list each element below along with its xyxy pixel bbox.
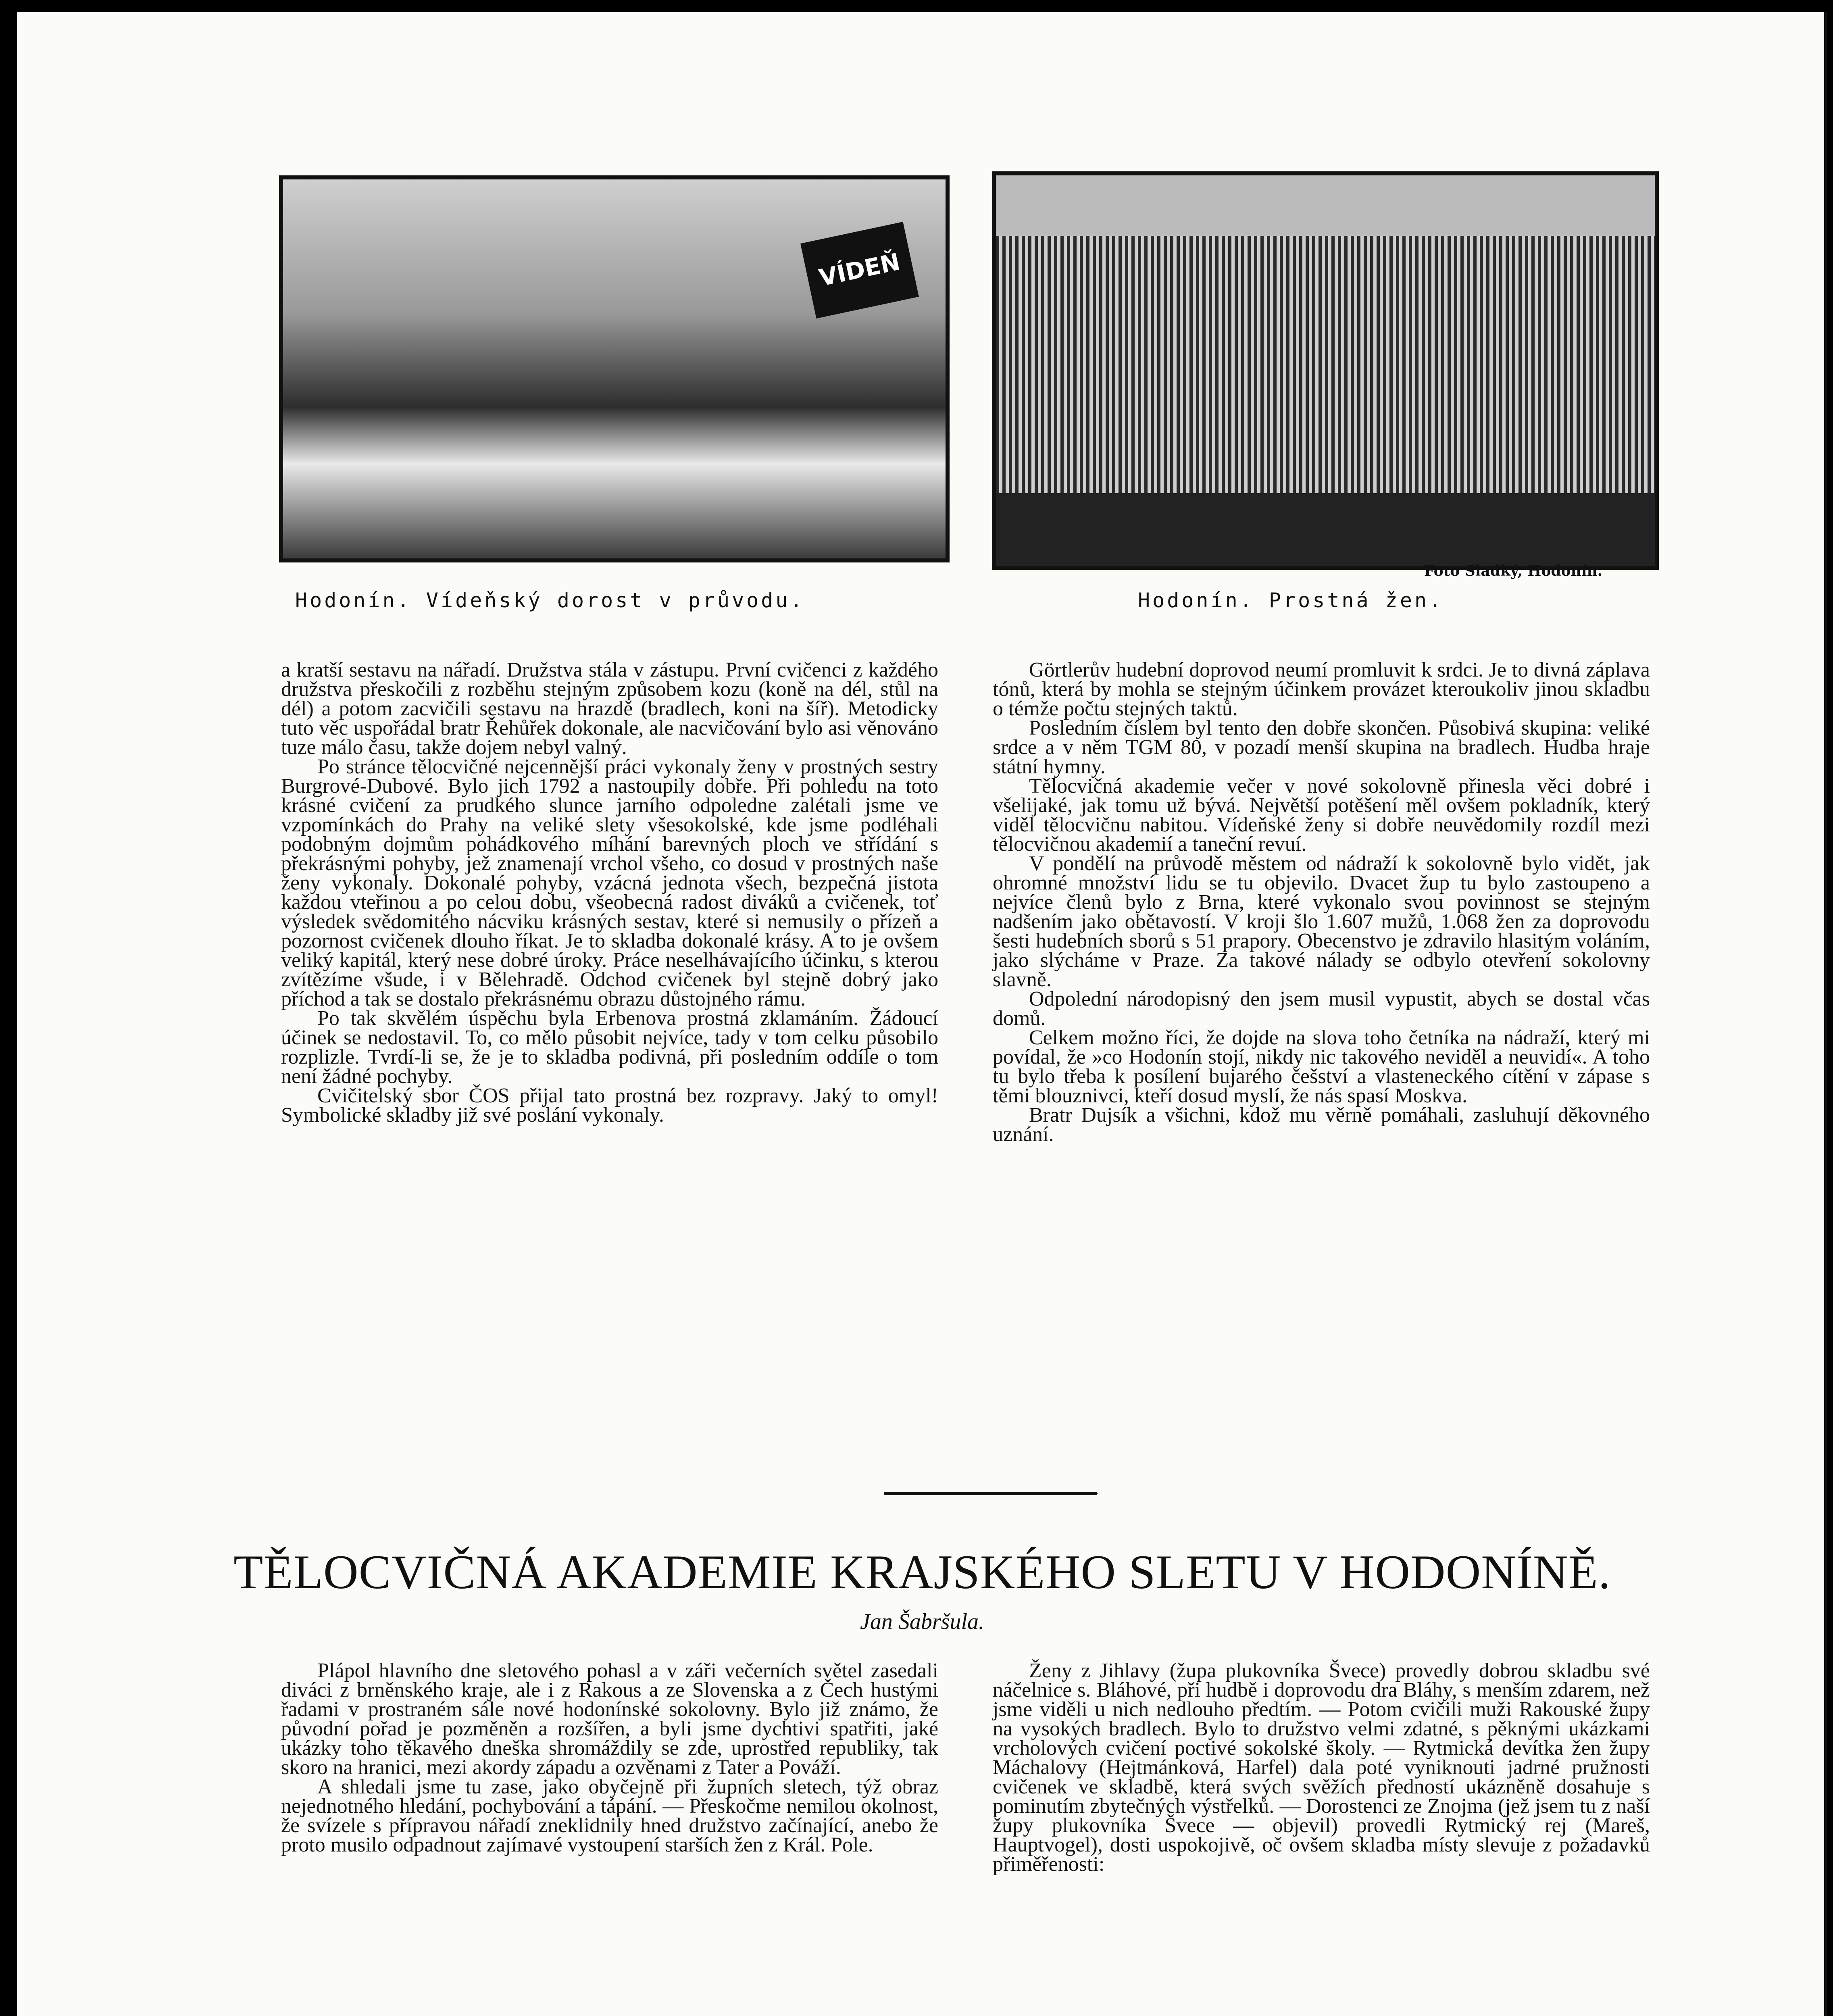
paragraph: Celkem možno říci, že dojde na slova toho četníka na nádraží, který mi povídal, že »co Hodonín stojí, nikdy nic takového neviděl a neuvidí«. A toho tu bylo třeba k posílení bujarého češství a vlasteneckého cítění v zápase s těmi blouznivci, kteří dosud myslí, že nás spasí Moskva. [993, 1026, 1650, 1107]
page [17, 12, 1827, 2016]
paragraph: Posledním číslem byl tento den dobře skončen. Působivá skupina: veliké srdce a v něm TGM 80, v pozadí menší skupina na bradlech. Hudba hraje státní hymny. [993, 716, 1650, 778]
paragraph: Po stránce tělocvičné nejcennější práci vykonaly ženy v prostných sestry Burgrové-Dubové. Bylo jich 1792 a nastoupily dobře. Při pohledu na toto krásné cvičení za prudkého slunce jarního odpoledne zalétali jsme ve vzpomínkách do Prahy na veliké slety všesokolské, kde jsme podléhali podobným dojmům pohádkového míhání barevných ploch ve střídání s překrásnými pohyby, jež znamenají vrchol všeho, co dosud v prostných naše ženy vykonaly. Dokonalé pohyby, vzácná jednota všech, bezpečná jistota každou vteřinou a po celou dobu, všeobecná radost diváků a cvičenek, toť výsledek svědomitého nácviku krásných sestav, které si nemusily o přízeň a pozornost cvičenek dlouho říkat. Je to skladba dokonalé krásy. A to je ovšem veliký kapitál, který nese dobré úroky. Práce neselhávajícího účinku, s kterou zvítězíme všude, i v Bělehradě. Odchod cvičenek byl stejně dobrý jako příchod a tak se dostalo překrásnému obrazu důstojného rámu. [281, 755, 938, 1010]
paragraph: Tělocvičná akademie večer v nové sokolovně přinesla věci dobré i všelijaké, jak tomu už bývá. Největší potěšení měl ovšem pokladník, který viděl tělocvičnu nabitou. Vídeňské ženy si dobře neuvědomily rozdíl mezi tělocvičnou akademií a taneční revuí. [993, 775, 1650, 856]
paragraph: Cvičitelský sbor ČOS přijal tato prostná bez rozpravy. Jaký to omyl! Symbolické skladby již své poslání vykonaly. [281, 1084, 938, 1127]
article-author: Jan Šabršula. [860, 1609, 984, 1634]
upper-left-column [281, 660, 938, 1125]
paragraph: Po tak skvělém úspěchu byla Erbenova prostná zklamáním. Žádoucí účinek se nedostavil. To, co mělo působit nejvíce, tady v tom celku působilo rozplizle. Tvrdí-li se, že je to skladba podivná, při posledním oddíle o tom není žádné pochyby. [281, 1007, 938, 1088]
paragraph: V pondělí na průvodě městem od nádraží k sokolovně bylo vidět, jak ohromné množství lidu se tu objevilo. Dvacet žup tu bylo zastoupeno a nejvíce členů bylo z Brna, které vykonalo svou povinnost se stejným nadšením jako obětavostí. V kroji šlo 1.607 mužů, 1.068 žen za doprovodu šesti hudebních sborů s 51 prapory. Obecenstvo je zdravilo hlasitým voláním, jako slýcháme v Praze. Za takové nálady se odbylo otevření sokolovny slavně. [993, 852, 1650, 991]
paragraph: Plápol hlavního dne sletového pohasl a v záři večerních světel zasedali diváci z brněnského kraje, ale i z Rakous a ze Slovenska a z Čech hustými řadami v prostraném sále nové hodonínské sokolovny. Bylo již známo, že původní pořad je pozměněn a rozšířen, a byli jsme dychtivi spatřiti, jaké ukázky toho těkavého dneška shromáždily se zde, uprostřed republiky, tak skoro na hranici, mezi akordy západu a ozvěnami z Tater a Pováží. [281, 1659, 938, 1779]
paragraph: Bratr Dujsík a všichni, kdož mu věrně pomáhali, zasluhují děkovného uznání. [993, 1104, 1650, 1146]
photo-sky [996, 175, 1655, 236]
paragraph: a kratší sestavu na nářadí. Družstva stála v zástupu. První cvičenci z každého družstva přeskočili z rozběhu stejným způsobem kozu (koně na dél, stůl na dél) a potom zacvičili sestavu na hrazdě (bradlech, koni na šíř). Metodicky tuto věc uspořádal bratr Řehůřek dokonale, ale nacvičování bylo asi věnováno tuze málo času, takže dojem nebyl valný. [281, 658, 938, 759]
scan-edge [1824, 12, 1827, 2016]
article-right-column [993, 1661, 1650, 1874]
article-left-column [281, 1661, 938, 1855]
article-title: TĚLOCVIČNÁ AKADEMIE KRAJSKÉHO SLETU V HODONÍNĚ. [233, 1545, 1611, 1599]
photo-crowd [996, 493, 1655, 566]
photo-right-caption: Hodonín. Prostná žen. [1138, 589, 1444, 612]
photo-credit: Foto Sladký, Hodonín. [1424, 562, 1603, 579]
paragraph: A shledali jsme tu zase, jako obyčejně při župních sletech, týž obraz nejednotného hledání, pochybování a tápání. — Přeskočme nemilou okolnost, že svízele s přípravou nářadí zneklidnily hned družstvo začínající, anebo že proto musilo odpadnout zajímavé vystoupení starších žen z Král. Pole. [281, 1775, 938, 1856]
upper-right-column [993, 660, 1650, 1144]
paragraph: Ženy z Jihlavy (župa plukovníka Švece) provedly dobrou skladbu své náčelnice s. Bláhové, při hudbě i doprovodu dra Bláhy, s menším zdarem, než jsme viděli u nich nedlouho předtím. — Potom cvičili muži Rakouské župy na vysokých bradlech. Bylo to družstvo velmi zdatné, s pěknými ukázkami vrcholových cvičení poctivé sokolské školy. — Rytmická devítka žen župy Máchalovy (Hejtmánková, Harfel) dala poté vyniknouti jadrné pružnosti cvičenek ve skladbě, která svých svěžích předností ukázněně dosahuje s pominutím zbytečných výstřelků. — Dorostenci ze Znojma (jež jsem tu z naší župy plukovníka Švece — objevil) provedli Rytmický rej (Mareš, Hauptvogel), dosti uspokojivě, oč ovšem skladba místy slevuje z požadavků přiměřenosti: [993, 1659, 1650, 1876]
photo-vienna-youth [279, 175, 950, 562]
paragraph: Görtlerův hudební doprovod neumí promluvit k srdci. Je to divná záplava tónů, která by mohla se stejným účinkem provázet kteroukoliv jinou skladbu o témže počtu stejných taktů. [993, 658, 1650, 720]
photo-left-caption: Hodonín. Vídeňský dorost v průvodu. [295, 589, 805, 612]
vienna-sign-text: VÍDEŇ [817, 248, 903, 292]
photo-women-exercises [992, 171, 1659, 570]
vienna-sign [800, 222, 919, 319]
paragraph: Odpolední národopisný den jsem musil vypustit, abych se dostal včas domů. [993, 987, 1650, 1030]
section-divider [884, 1492, 1098, 1495]
